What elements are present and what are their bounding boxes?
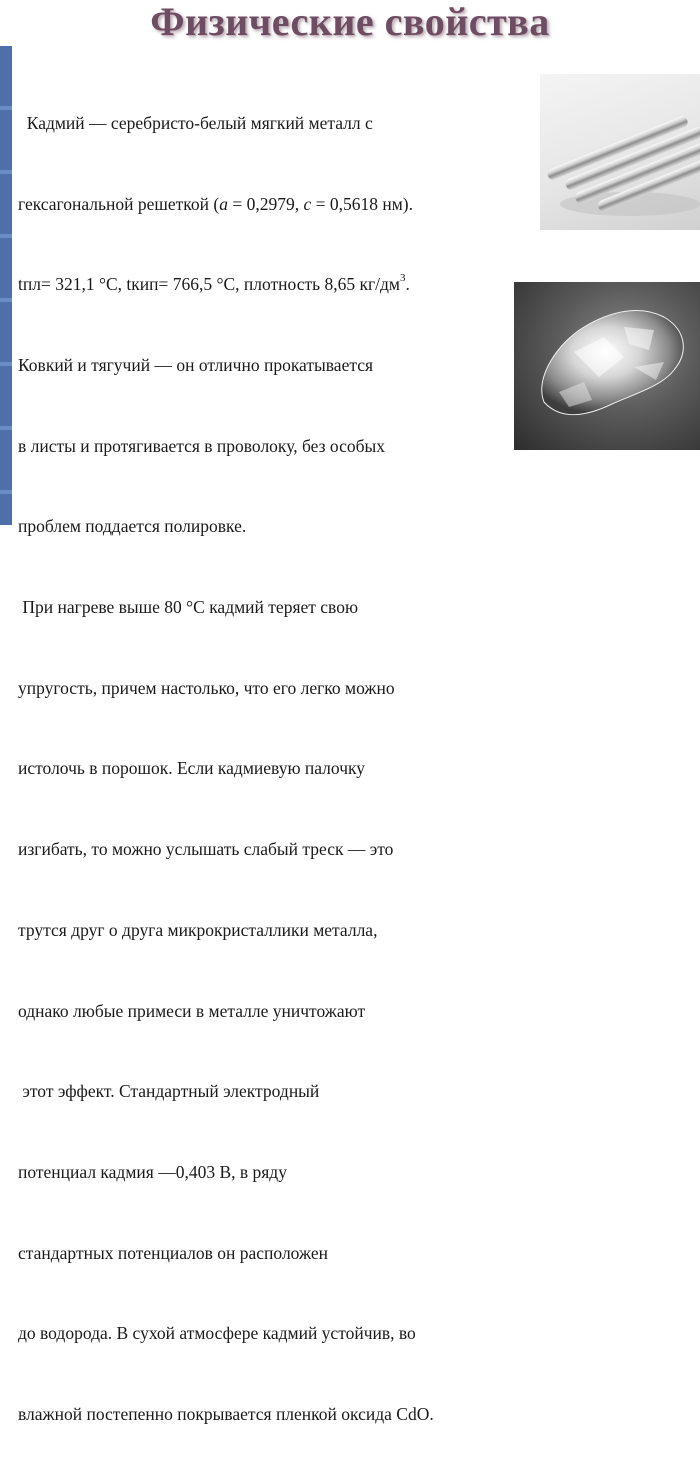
text-line	[18, 191, 578, 218]
text-line-content: потенциал кадмия —0,403 В, в ряду	[18, 1161, 287, 1182]
text-line	[18, 352, 578, 379]
text-line	[18, 271, 578, 298]
text-line	[18, 998, 578, 1025]
density-superscript: 3	[400, 272, 406, 285]
text-line-content: Кадмий — серебристо-белый мягкий металл с	[18, 112, 373, 133]
text-line-content: в листы и протягивается в проволоку, без особых	[18, 435, 385, 456]
text-line	[18, 1240, 578, 1267]
text-line-content: изгибать, то можно услышать слабый треск — это	[18, 839, 394, 860]
density-end: .	[405, 274, 410, 295]
text-line-content: этот эффект. Стандартный электродный	[18, 1081, 320, 1102]
text-line	[18, 755, 578, 782]
text-line-content: истолочь в порошок. Если кадмиевую палочку	[18, 758, 366, 779]
text-line	[18, 110, 578, 137]
rods-illustration	[540, 74, 700, 230]
text-line-content: Ковкий и тягучий — он отлично прокатывается	[18, 354, 374, 375]
lattice-c-value: = 0,5618 нм).	[311, 193, 414, 214]
cadmium-rods-photo	[540, 74, 700, 230]
text-line	[18, 1320, 578, 1347]
text-line	[18, 1159, 578, 1186]
text-line-content: трутся друг о друга микрокристаллики металла,	[18, 919, 378, 940]
text-line-content: При нагреве выше 80 °C кадмий теряет свою	[18, 597, 359, 618]
slide-title: Физические свойства	[150, 0, 550, 44]
text-line	[18, 594, 578, 621]
text-line-content: проблем поддается полировке.	[18, 516, 247, 537]
text-line	[18, 433, 578, 460]
crystal-illustration	[514, 282, 700, 450]
text-line-content: влажной постепенно покрывается пленкой оксида CdO.	[18, 1404, 434, 1425]
text-line-content: упругость, причем настолько, что его легко можно	[18, 677, 395, 698]
left-accent-bar	[0, 46, 12, 525]
text-line	[18, 1401, 578, 1428]
text-line	[18, 1078, 578, 1105]
text-line-content: tпл= 321,1 °C, tкип= 766,5 °C, плотность 8,65 кг/дм	[18, 274, 400, 295]
text-line-content: однако любые примеси в металле уничтожают	[18, 1000, 366, 1021]
lattice-a-label: a	[219, 193, 228, 214]
text-line	[18, 675, 578, 702]
text-line	[18, 836, 578, 863]
cadmium-crystal-photo	[514, 282, 700, 450]
text-line-content: гексагональной решеткой (	[18, 193, 220, 214]
text-line-content: до водорода. В сухой атмосфере кадмий устойчив, во	[18, 1323, 416, 1344]
text-line	[18, 513, 578, 540]
text-line	[18, 917, 578, 944]
text-line-content: стандартных потенциалов он расположен	[18, 1242, 328, 1263]
lattice-c-label: c	[303, 193, 312, 214]
body-text	[18, 56, 578, 1482]
lattice-a-value: = 0,2979,	[227, 193, 304, 214]
